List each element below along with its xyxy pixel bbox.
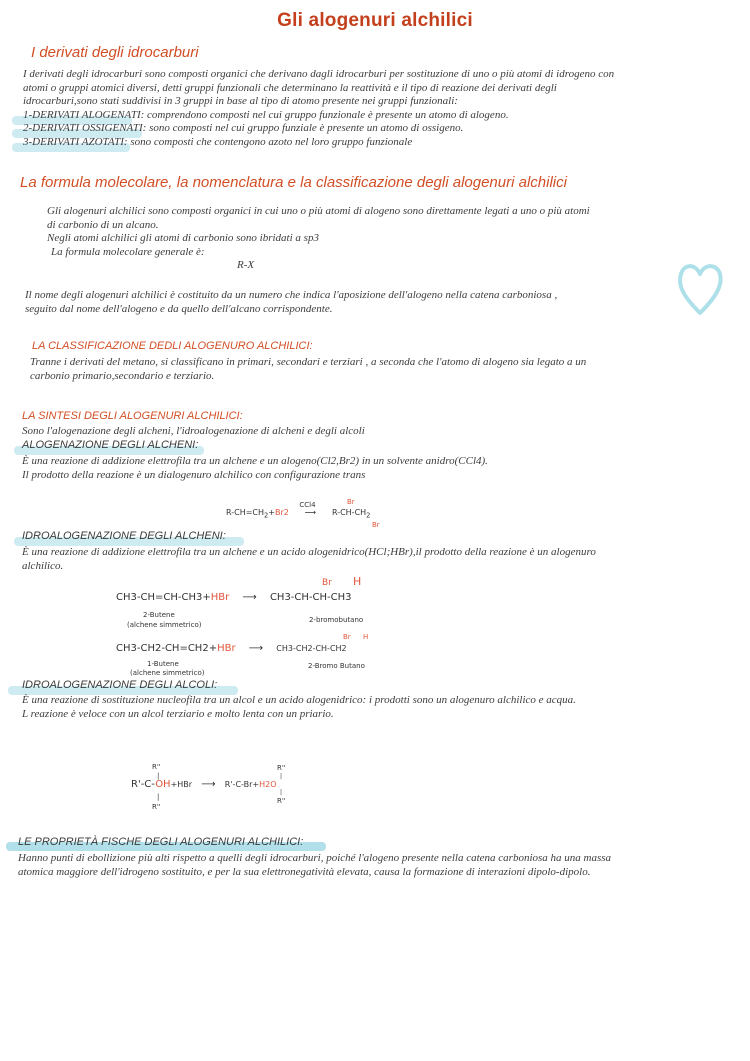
section-heading-derivati: I derivati degli idrocarburi xyxy=(31,44,199,61)
section-heading-classificazione: LA CLASSIFICAZIONE DEDLI ALOGENURO ALCHILICI: xyxy=(32,340,313,352)
subheading-idroalogenazione-alcoli: IDROALOGENAZIONE DEGLI ALCOLI: xyxy=(22,679,218,691)
paragraph-idroalogenazione-alcheni xyxy=(22,546,732,573)
text-line: Il nome degli alogenuri alchilici è costituito da un numero che indica l'aposizione dell'alogeno nella catena carboniosa , xyxy=(25,289,558,301)
reaction-alogenazione xyxy=(226,501,371,520)
text-line: Negli atomi alchilici gli atomi di carbonio sono ibridati a sp3 xyxy=(47,232,319,244)
product-name: 2-Bromo Butano xyxy=(308,662,365,670)
page-title: Gli alogenuri alchilici xyxy=(277,10,473,31)
reaction-arrow: ⟶ xyxy=(248,643,264,654)
reaction-butene-1 xyxy=(116,643,347,654)
reagent: HBr xyxy=(217,643,236,654)
subscript: 2 xyxy=(366,511,371,520)
reagent: HBr xyxy=(210,592,230,603)
subheading-alogenazione: ALOGENAZIONE DEGLI ALCHENI: xyxy=(22,439,199,451)
reactant-name: 1-Butene xyxy=(147,660,179,668)
product: CH3-CH-CH-CH3 xyxy=(269,592,352,603)
bond-line: | xyxy=(280,773,283,780)
text-line: È una reazione di sostituzione nucleofila tra un alcol e un acido alogenidrico: i prodotti sono un alogenuro alchilico e acqua. xyxy=(22,694,576,706)
hydroxyl-group: OH xyxy=(155,779,171,790)
reaction-alcol xyxy=(131,779,277,790)
br-label: Br xyxy=(343,633,351,641)
text-line: I derivati degli idrocarburi sono composti organici che derivano dagli idrocarburi per sostituzione di uno o più atomi di idrogeno con xyxy=(23,68,615,80)
sintesi-intro: Sono l'alogenazione degli alcheni, l'idroalogenazione di alcheni e degli alcoli xyxy=(22,425,365,437)
br-label: Br xyxy=(322,578,332,588)
text-line: È una reazione di addizione elettrofila tra un alchene e un alogeno(Cl2,Br2) in un solvente anidro(CCl4). xyxy=(22,455,488,467)
text-line: atomica maggiore dell'idrogeno sostituito, e per la sua elettronegatività elevata, causa la formazione di interazioni dipolo-dipolo. xyxy=(18,865,591,878)
plus-sign: + xyxy=(268,508,275,517)
reactant: CH3-CH=CH-CH3+ xyxy=(116,592,211,603)
bond-line: | xyxy=(157,793,160,801)
text-line: La formula molecolare generale è: xyxy=(51,245,205,258)
r-group-top: R'' xyxy=(277,764,286,772)
bond-line: | xyxy=(157,772,160,780)
reactant: CH3-CH2-CH=CH2+ xyxy=(116,643,218,654)
paragraph-formula xyxy=(47,205,727,273)
r-group-bottom: R'' xyxy=(277,797,286,805)
reactant: R'-C- xyxy=(131,779,156,790)
paragraph-alogenazione xyxy=(22,455,722,482)
paragraph-derivati xyxy=(23,68,743,149)
section-heading-sintesi: LA SINTESI DEGLI ALOGENURI ALCHILICI: xyxy=(22,410,243,422)
reagent: +HBr xyxy=(170,780,193,789)
paragraph-proprieta xyxy=(18,852,743,879)
reactant-note: (alchene simmetrico) xyxy=(130,669,205,677)
text-line: 3-DERIVATI AZOTATI: sono composti che contengono azoto nel loro gruppo funzionale xyxy=(23,135,413,148)
reactant: R-CH=CH xyxy=(226,508,265,517)
product: CH3-CH2-CH-CH2 xyxy=(276,644,347,653)
text-line: idrocarburi,sono stati suddivisi in 3 gruppi in base al tipo di atomo presente nei gruppi funzionali: xyxy=(23,95,458,107)
text-line: L reazione è veloce con un alcol terziario e molto lenta con un priario. xyxy=(22,707,334,720)
reaction-arrow: ⟶ xyxy=(242,592,257,603)
text-line: Il prodotto della reazione è un dialogenuro alchilico con configurazione trans xyxy=(22,468,366,481)
water: H2O xyxy=(259,780,277,789)
paragraph-idroalogenazione-alcoli xyxy=(22,694,732,721)
reaction-arrow: ⟶ xyxy=(201,779,216,790)
heart-doodle-icon xyxy=(675,258,725,318)
arrow-label: CCl4 xyxy=(299,501,316,509)
bond-line: | xyxy=(280,789,283,796)
text-line: di carbonio di un alcano. xyxy=(47,218,159,231)
br-label: Br xyxy=(347,498,355,506)
reagent: Br2 xyxy=(274,508,289,517)
section-heading-proprieta: LE PROPRIETÀ FISCHE DEGLI ALOGENURI ALCHILICI: xyxy=(18,836,304,848)
reaction-butene-2 xyxy=(116,592,352,603)
paragraph-classificazione xyxy=(30,356,730,383)
reactant-note: (alchene simmetrico) xyxy=(127,621,202,629)
text-line: 1-DERIVATI ALOGENATI: comprendono composti nel cui gruppo funzionale è presente un atomo di alogeno. xyxy=(23,108,509,121)
general-formula: R-X xyxy=(237,259,255,271)
text-line: È una reazione di addizione elettrofila tra un alchene e un acido alogenidrico(HCl;HBr),il prodotto della reazione è un alogenuro xyxy=(22,546,596,558)
text-line: Tranne i derivati del metano, si classificano in primari, secondari e terziari , a seconda che l'atomo di alogeno sia legato a un xyxy=(30,356,587,368)
product: R-CH-CH xyxy=(331,508,367,517)
reactant-name: 2-Butene xyxy=(143,611,175,619)
h-label: H xyxy=(363,633,369,641)
section-heading-formula: La formula molecolare, la nomenclatura e la classificazione degli alogenuri alchilici xyxy=(20,174,567,191)
reaction-arrow: CCl4 ⟶ xyxy=(299,501,317,517)
text-line: atomi o gruppi atomici diversi, detti gruppi funzionali che determinano la reattività e il tipo di reazione dei derivati degli xyxy=(23,81,557,94)
text-line: seguito dal nome dell'alogeno e da quello dell'alcano corrispondente. xyxy=(25,302,333,315)
text-line: Hanno punti di ebollizione più alti rispetto a quelli degli idrocarburi, poiché l'alogeno presente nella catena carboniosa ha una massa xyxy=(18,852,612,864)
r-group-bottom: R'' xyxy=(152,803,161,811)
br-label: Br xyxy=(372,521,380,529)
product-name: 2-bromobutano xyxy=(309,616,364,624)
r-group-top: R'' xyxy=(152,763,161,771)
subscript: 2 xyxy=(264,511,269,520)
product: R'-C-Br+ xyxy=(224,780,260,789)
paragraph-nomenclatura xyxy=(25,289,685,316)
text-line: 2-DERIVATI OSSIGENATI: sono composti nel cui gruppo funziale è presente un atomo di ossigeno. xyxy=(23,122,464,134)
subheading-idroalogenazione-alcheni: IDROALOGENAZIONE DEGLI ALCHENI: xyxy=(22,530,226,542)
text-line: carbonio primario,secondario e terziario. xyxy=(30,369,215,382)
text-line: Gli alogenuri alchilici sono composti organici in cui uno o più atomi di alogeno sono direttamente legati a uno o più atomi xyxy=(47,205,590,217)
text-line: alchilico. xyxy=(22,559,64,572)
h-label: H xyxy=(353,575,362,588)
